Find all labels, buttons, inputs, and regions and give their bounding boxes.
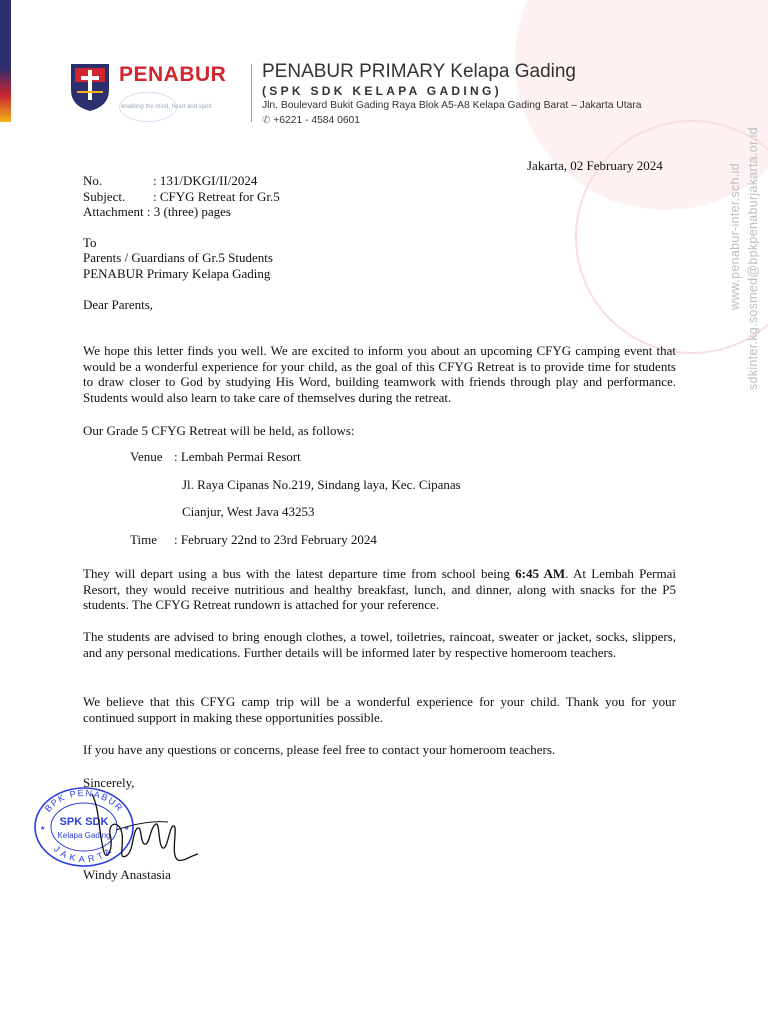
side-contact-info — [726, 40, 766, 390]
time-label: Time — [130, 532, 157, 547]
handwritten-signature — [80, 790, 200, 870]
stamp-sub-text: Kelapa Gading — [57, 831, 111, 840]
school-phone — [262, 113, 641, 128]
school-header — [262, 61, 641, 128]
header-divider — [251, 64, 252, 122]
shield-cross-icon — [69, 62, 111, 112]
school-address: Jln. Boulevard Bukit Gading Raya Blok A5-A8 Kelapa Gading Barat – Jakarta Utara — [262, 100, 642, 111]
venue-name: : Lembah Permai Resort — [174, 449, 301, 464]
letter-subject-value: : CFYG Retreat for Gr.5 — [153, 189, 280, 204]
letter-subject-row — [83, 189, 280, 205]
website-text: www.penabur-inter.sch.id — [728, 163, 742, 310]
paragraph-intro: We hope this letter finds you well. We are excited to inform you about an upcoming CFYG camping event that would be a wonderful experience for your child, as the goal of this CFYG Retreat is to provide time for students to draw closer to God by studying His Word, building teamwork with friends through play and performance. Students would also learn to take care of themselves during the retreat. — [83, 343, 676, 405]
email-text: sdkinter.kg.sosmed@bpkpenaburjakarta.or.id — [746, 127, 760, 390]
phone-icon: ✆ — [262, 115, 271, 126]
logo-wordmark: PENABUR — [119, 63, 227, 86]
recipient-line-1: Parents / Guardians of Gr.5 Students — [83, 250, 273, 265]
svg-text:★: ★ — [124, 826, 130, 832]
letter-number-row — [83, 173, 257, 189]
stamp-bottom-text: JAKARTA — [51, 843, 117, 865]
paragraph-packing: The students are advised to bring enough clothes, a towel, toiletries, raincoat, sweater or jacket, socks, slippers, and any personal medications. Further details will be informed later by respective homeroom teachers. — [83, 629, 676, 660]
salutation: Dear Parents, — [83, 297, 154, 312]
paragraph-contact: If you have any questions or concerns, please feel free to contact your homeroom teachers. — [83, 742, 556, 757]
logo-tagline: enabling the mind, heart and spirit — [121, 104, 212, 110]
departure-text-pre: They will depart using a bus with the latest departure time from school being — [83, 566, 516, 581]
paragraph-schedule-intro: Our Grade 5 CFYG Retreat will be held, as follows: — [83, 423, 355, 438]
signer-name: Windy Anastasia — [83, 867, 171, 882]
school-name: PENABUR PRIMARY Kelapa Gading — [262, 61, 577, 82]
phone-number: +6221 - 4584 0601 — [273, 115, 361, 126]
recipient-to: To — [83, 235, 97, 250]
venue-city: Cianjur, West Java 43253 — [182, 504, 315, 519]
recipient-line-2: PENABUR Primary Kelapa Gading — [83, 266, 271, 281]
letter-number-label: No. — [83, 173, 103, 188]
closing: Sincerely, — [83, 775, 135, 790]
venue-label: Venue — [130, 449, 163, 464]
letter-subject-label: Subject. — [83, 189, 126, 204]
letter-number-value: : 131/DKGI/II/2024 — [153, 173, 258, 188]
letter-attachment: Attachment : 3 (three) pages — [83, 204, 231, 219]
stamp-center-text: SPK SDK — [59, 816, 109, 828]
svg-text:★: ★ — [40, 826, 46, 832]
penabur-logo — [67, 62, 247, 124]
accent-color-bar — [0, 0, 11, 122]
venue-address: Jl. Raya Cipanas No.219, Sindang laya, Kec. Cipanas — [182, 477, 461, 492]
time-value: : February 22nd to 23rd February 2024 — [174, 532, 377, 547]
paragraph-departure — [83, 566, 676, 613]
departure-time: 6:45 AM — [515, 566, 566, 581]
stamp-top-text: BPK PENABUR — [42, 787, 126, 814]
letter-date: Jakarta, 02 February 2024 — [527, 158, 663, 173]
departure-text-post: . At Lembah Permai Resort, they would receive nutritious and healthy breakfast, lunch, and dinner, along with snacks for the P5 students. The CFYG Retreat rundown is attached for your reference. — [83, 566, 676, 612]
school-subtitle: (SPK SDK KELAPA GADING) — [262, 84, 502, 98]
paragraph-thanks: We believe that this CFYG camp trip will be a wonderful experience for your child. Thank you for your continued support in making these opportunities possible. — [83, 694, 676, 725]
